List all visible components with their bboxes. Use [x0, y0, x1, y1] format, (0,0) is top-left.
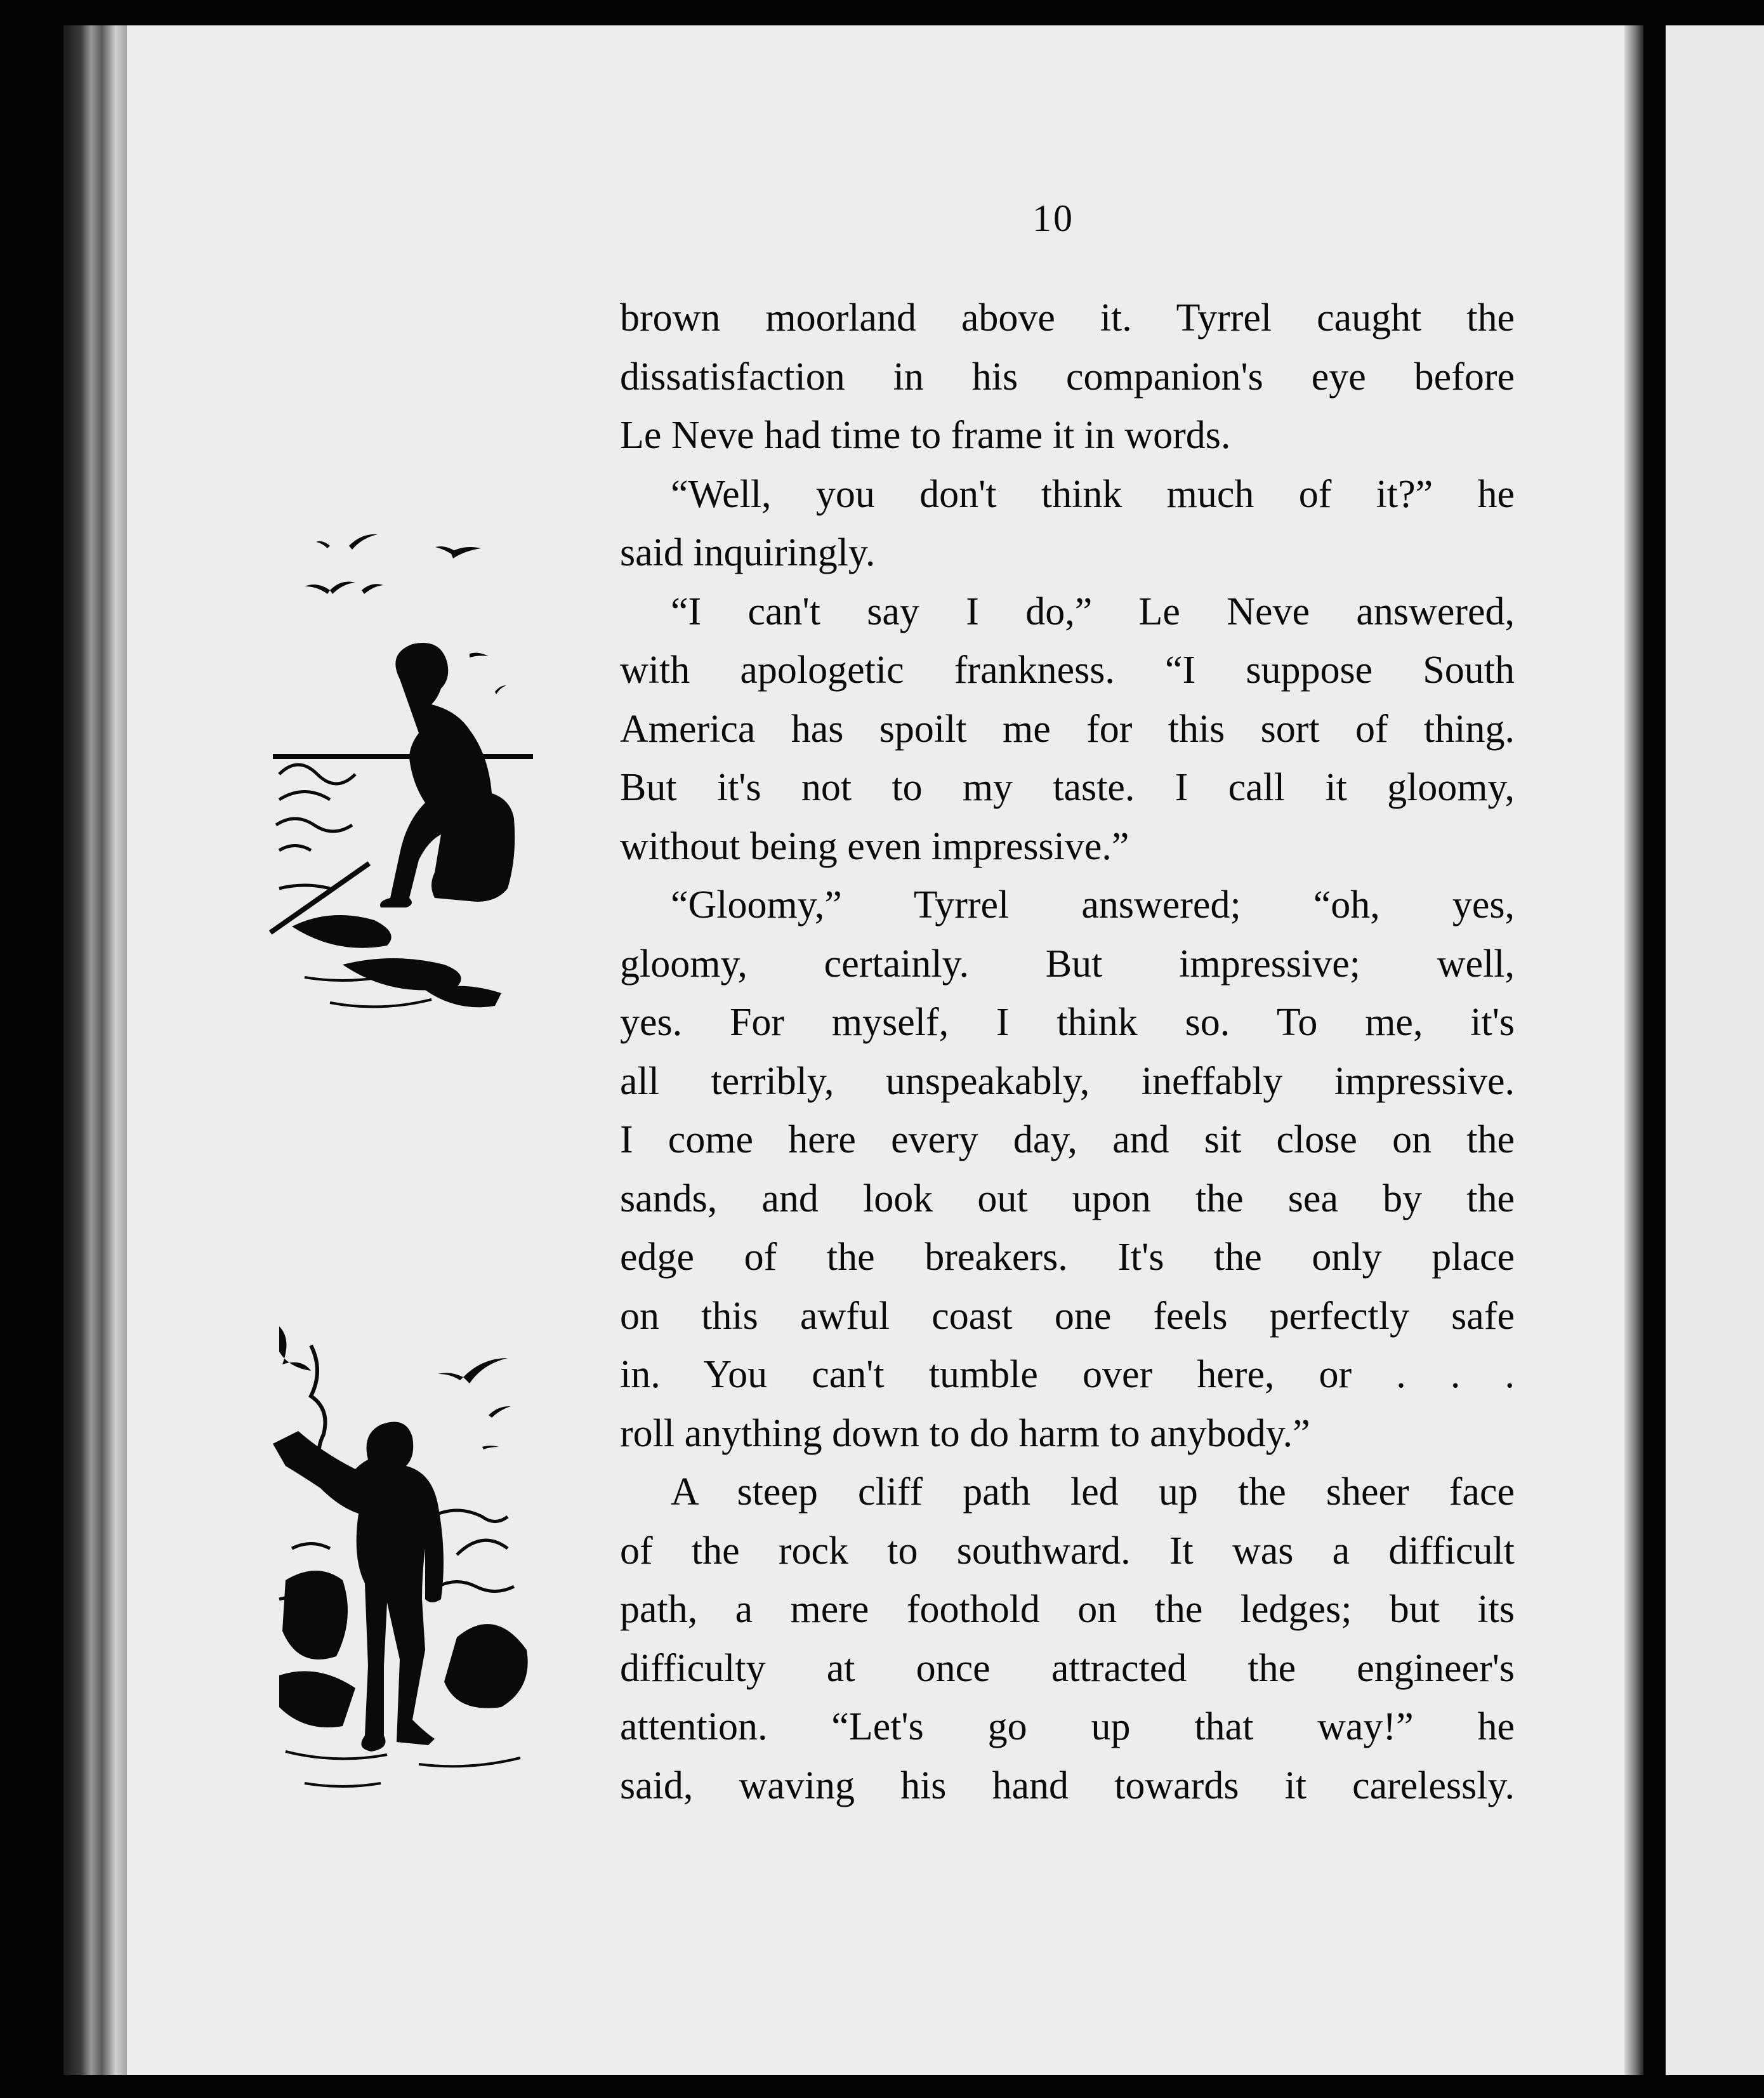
facing-page-edge: [1666, 25, 1764, 2075]
page-number: 10: [1032, 197, 1074, 239]
text-line: said inquiringly.: [620, 531, 876, 574]
text-line: path, a mere foothold on the ledges; but its: [620, 1588, 1515, 1631]
text-line: of the rock to southward. It was a difficult: [620, 1529, 1515, 1573]
text-line: “I can't say I do,” Le Neve answered,: [671, 590, 1515, 633]
text-line: brown moorland above it. Tyrrel caught the: [620, 296, 1515, 340]
text-line: I come here every day, and sit close on the: [620, 1118, 1515, 1161]
book-spine: [63, 25, 133, 2075]
text-line: “Well, you don't think much of it?” he: [671, 472, 1515, 516]
text-line: sands, and look out upon the sea by the: [620, 1177, 1515, 1220]
text-line: But it's not to my taste. I call it gloomy,: [620, 766, 1515, 809]
text-line: in. You can't tumble over here, or . . .: [620, 1353, 1515, 1396]
illustration-seated-man-by-sea: [267, 508, 571, 1028]
text-line: with apologetic frankness. “I suppose South: [620, 649, 1515, 692]
page-edge-shadow: [1624, 25, 1643, 2075]
text-line: Le Neve had time to frame it in words.: [620, 414, 1231, 457]
text-line: difficulty at once attracted the engineer's: [620, 1646, 1515, 1690]
text-line: dissatisfaction in his companion's eye before: [620, 355, 1515, 399]
text-line: on this awful coast one feels perfectly safe: [620, 1294, 1515, 1338]
text-line: without being even impressive.”: [620, 824, 1129, 868]
text-line: “Gloomy,” Tyrrel answered; “oh, yes,: [671, 883, 1515, 927]
rocks-icon: [292, 915, 501, 1007]
text-line: yes. For myself, I think so. To me, it's: [620, 1001, 1515, 1044]
body-text: [620, 289, 1515, 1815]
seated-man-silhouette: [380, 643, 515, 907]
text-line: roll anything down to do harm to anybody.”: [620, 1411, 1310, 1455]
illustration-standing-man-pointing: [267, 1320, 546, 1815]
text-line: all terribly, unspeakably, ineffably impressive.: [620, 1059, 1515, 1103]
text-line: edge of the breakers. It's the only place: [620, 1236, 1515, 1279]
text-line: gloomy, certainly. But impressive; well,: [620, 942, 1515, 986]
text-line: A steep cliff path led up the sheer face: [671, 1470, 1515, 1514]
waves-icon: [276, 765, 355, 888]
text-line: said, waving his hand towards it carelessly.: [620, 1764, 1515, 1807]
text-line: America has spoilt me for this sort of thing.: [620, 707, 1515, 751]
text-line: attention. “Let's go up that way!” he: [620, 1705, 1515, 1748]
